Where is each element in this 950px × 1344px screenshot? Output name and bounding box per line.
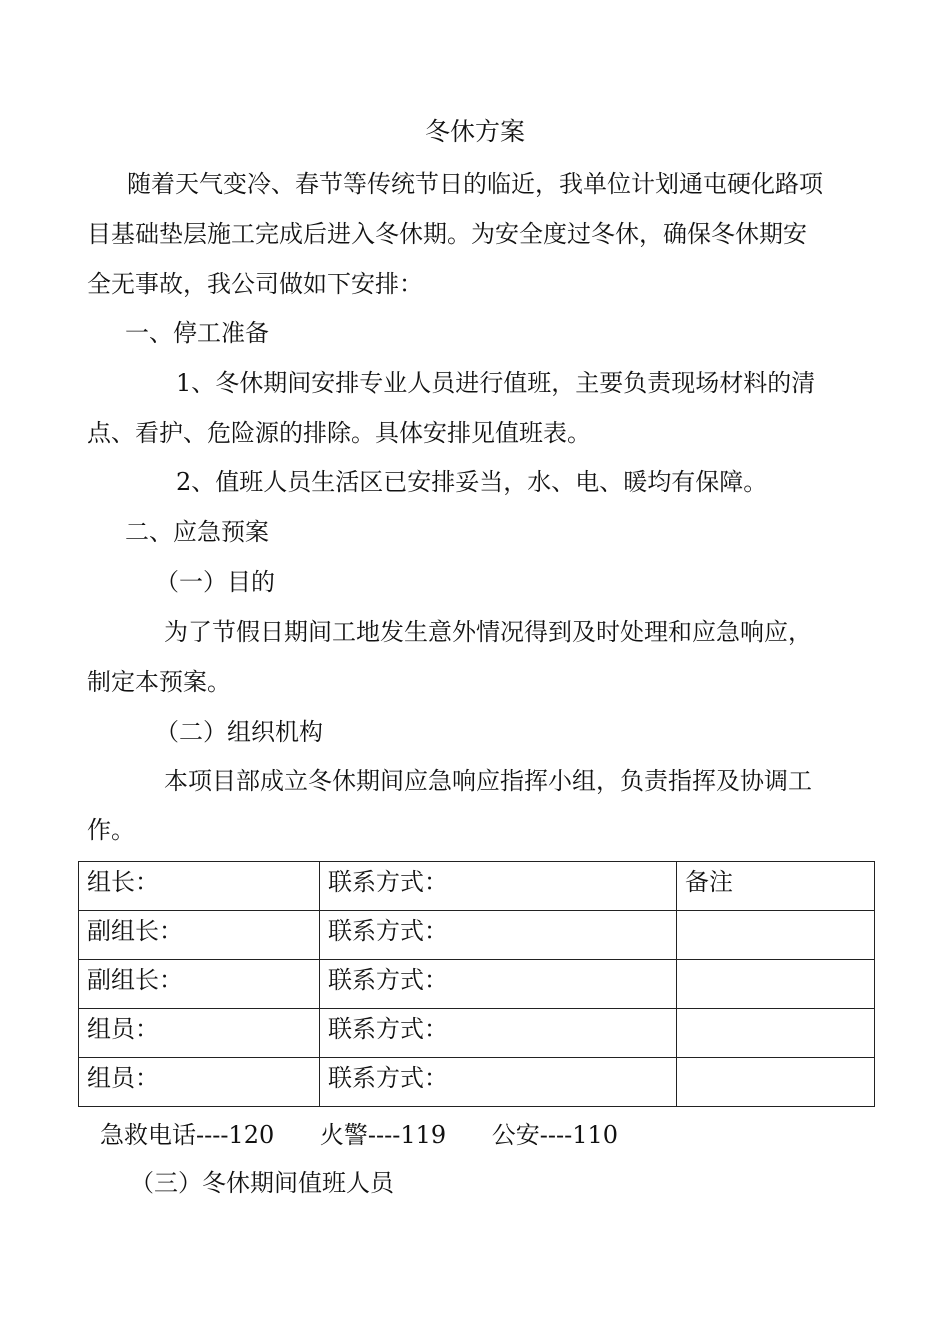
role-cell: 组员： (79, 1058, 320, 1107)
fire-phone: 火警----119 (319, 1121, 447, 1149)
table-row (79, 960, 875, 1009)
purpose-line-1: 为了节假日期间工地发生意外情况得到及时处理和应急响应， (164, 618, 812, 646)
table-row (79, 1009, 875, 1058)
role-cell: 副组长： (79, 911, 320, 960)
contact-cell: 联系方式： (320, 911, 677, 960)
section-heading-emergency-plan: 二、应急预案 (125, 518, 269, 546)
organization-line-1: 本项目部成立冬休期间应急响应指挥小组，负责指挥及协调工 (164, 767, 812, 795)
document-title: 冬休方案 (424, 117, 525, 146)
first-aid-phone: 急救电话----120 (100, 1121, 275, 1149)
contact-cell: 联系方式： (320, 1058, 677, 1107)
item-2: 2、值班人员生活区已安排妥当，水、电、暖均有保障。 (176, 468, 768, 496)
intro-line-3: 全无事故，我公司做如下安排： (87, 270, 423, 298)
subsection-heading-purpose: （一）目的 (155, 568, 275, 596)
intro-line-2: 目基础垫层施工完成后进入冬休期。为安全度过冬休，确保冬休期安 (87, 220, 807, 248)
role-cell: 组长： (79, 862, 320, 911)
table-row (79, 1058, 875, 1107)
emergency-contact-table (78, 861, 875, 1107)
note-cell: 备注 (677, 862, 875, 911)
contact-cell: 联系方式： (320, 960, 677, 1009)
purpose-line-2: 制定本预案。 (87, 668, 231, 696)
note-cell (677, 1058, 875, 1107)
contact-cell: 联系方式： (320, 1009, 677, 1058)
police-phone: 公安----110 (491, 1121, 619, 1149)
table-row (79, 911, 875, 960)
note-cell (677, 960, 875, 1009)
table-row (79, 862, 875, 911)
note-cell (677, 1009, 875, 1058)
emergency-phone-numbers (100, 1120, 656, 1150)
item-1-line-2: 点、看护、危险源的排除。具体安排见值班表。 (87, 419, 591, 447)
note-cell (677, 911, 875, 960)
contact-cell: 联系方式： (320, 862, 677, 911)
organization-line-2: 作。 (87, 816, 135, 844)
intro-line-1: 随着天气变冷、春节等传统节日的临近，我单位计划通屯硬化路项 (127, 170, 823, 198)
item-1-line-1: 1、冬休期间安排专业人员进行值班，主要负责现场材料的清 (176, 369, 816, 397)
subsection-heading-organization: （二）组织机构 (155, 718, 323, 746)
section-heading-stop-work: 一、停工准备 (125, 319, 269, 347)
role-cell: 副组长： (79, 960, 320, 1009)
role-cell: 组员： (79, 1009, 320, 1058)
subsection-heading-duty-staff: （三）冬休期间值班人员 (130, 1169, 394, 1197)
